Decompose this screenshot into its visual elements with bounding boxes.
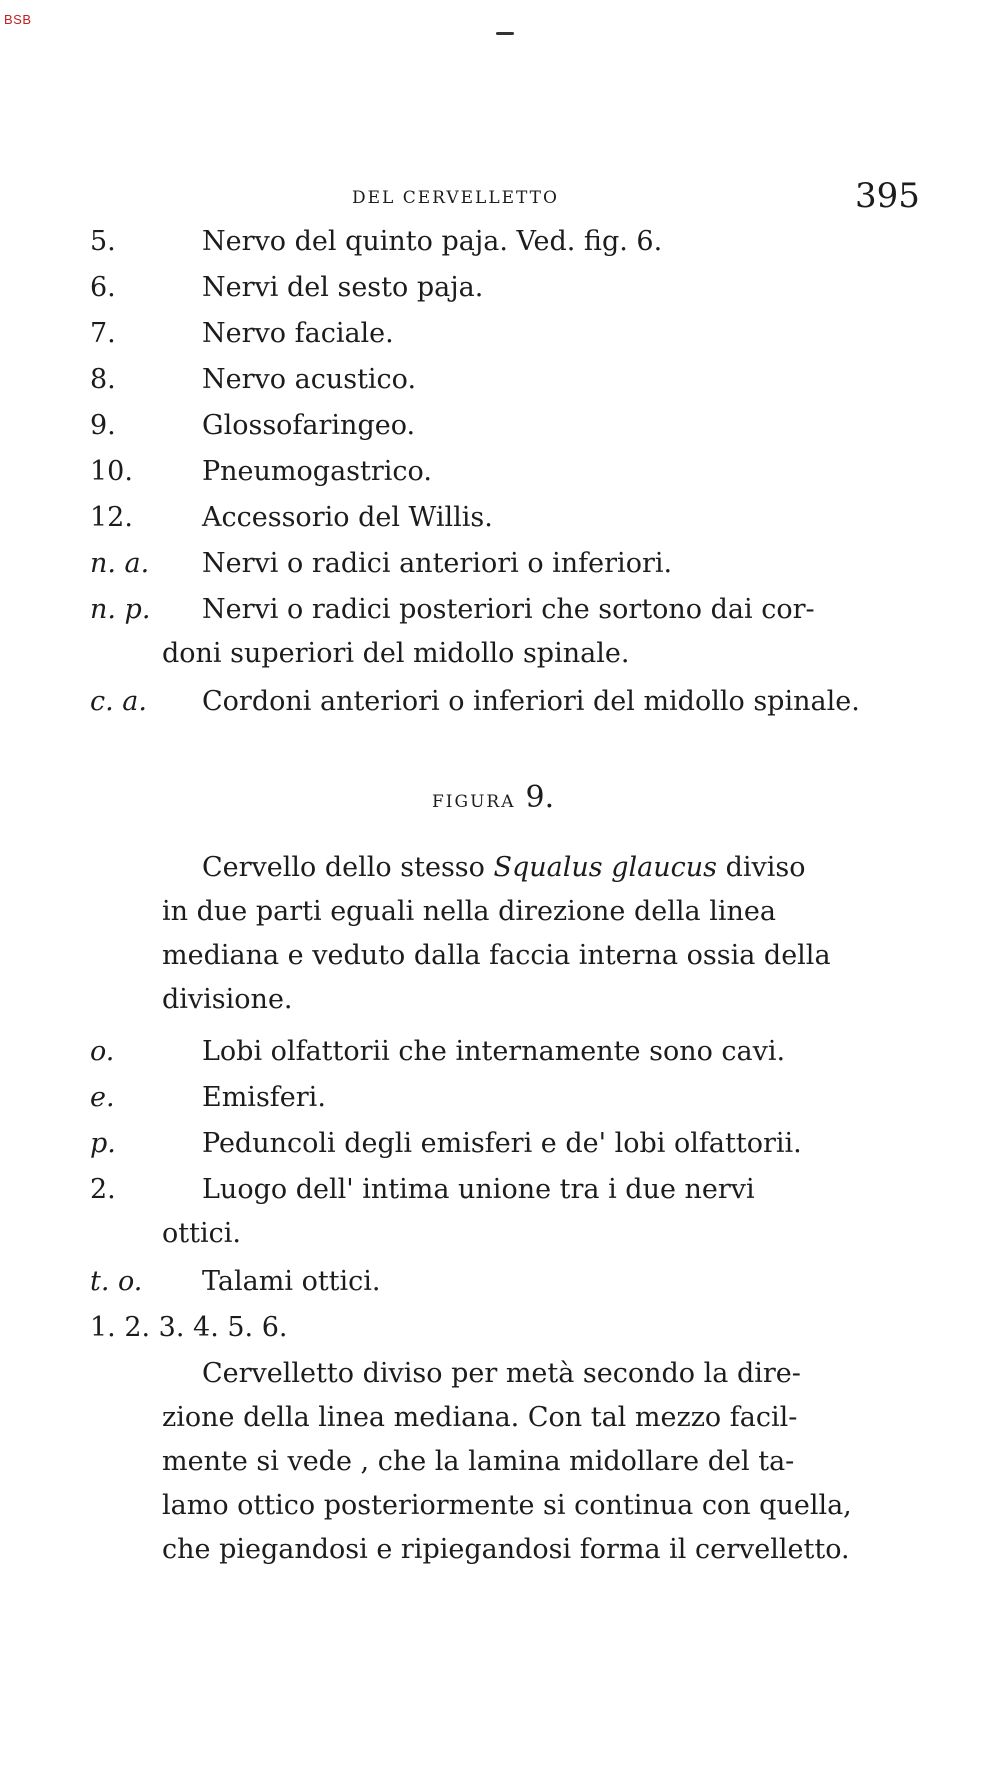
list-item bbox=[90, 542, 920, 586]
item-key: c. a. bbox=[90, 686, 147, 717]
item-text: Peduncoli degli emisferi e de' lobi olfattorii. bbox=[202, 1128, 802, 1159]
item-key: 6. bbox=[90, 272, 116, 303]
list-item bbox=[90, 1030, 920, 1074]
item-text: Glossofaringeo. bbox=[202, 410, 416, 441]
item-key: e. bbox=[90, 1082, 115, 1113]
paragraph-line: lamo ottico posteriormente si continua con quella, bbox=[162, 1490, 852, 1521]
item-key: 1. 2. 3. 4. 5. 6. bbox=[90, 1312, 288, 1343]
item-key: 12. bbox=[90, 502, 133, 533]
list-item bbox=[90, 1122, 920, 1166]
page-number: 395 bbox=[855, 176, 920, 216]
paragraph-line: mediana e veduto dalla faccia interna ossia della bbox=[162, 940, 831, 971]
list-item bbox=[90, 220, 920, 264]
list-item bbox=[90, 404, 920, 448]
item-key: 8. bbox=[90, 364, 116, 395]
item-key: 2. bbox=[90, 1174, 116, 1205]
list-item bbox=[90, 1260, 920, 1304]
item-continuation: doni superiori del midollo spinale. bbox=[162, 638, 630, 669]
item-key: p. bbox=[90, 1128, 116, 1159]
list-item bbox=[90, 1168, 920, 1256]
paragraph-line: che piegandosi e ripiegandosi forma il cervelletto. bbox=[162, 1534, 850, 1565]
item-text: Cordoni anteriori o inferiori del midollo spinale. bbox=[202, 686, 860, 717]
item-text: Pneumogastrico. bbox=[202, 456, 432, 487]
paragraph-line: zione della linea mediana. Con tal mezzo facil- bbox=[162, 1402, 798, 1433]
species-name: Squalus glaucus bbox=[493, 852, 718, 883]
item-continuation: ottici. bbox=[162, 1218, 241, 1249]
paragraph-line: mente si vede , che la lamina midollare del ta- bbox=[162, 1446, 795, 1477]
list-item bbox=[90, 266, 920, 310]
list-item bbox=[90, 680, 920, 724]
item-text: Nervi o radici anteriori o inferiori. bbox=[202, 548, 673, 579]
list-item bbox=[90, 496, 920, 540]
list-item bbox=[90, 450, 920, 494]
item-key: 9. bbox=[90, 410, 116, 441]
figure-heading bbox=[432, 780, 554, 815]
figure-label: FIGURA bbox=[432, 792, 516, 812]
paragraph-line: in due parti eguali nella direzione della linea bbox=[162, 896, 776, 927]
item-key: 5. bbox=[90, 226, 116, 257]
paragraph-line: Cervello dello stesso Squalus glaucus diviso bbox=[202, 852, 806, 883]
item-key: t. o. bbox=[90, 1266, 143, 1297]
item-text: Lobi olfattorii che internamente sono cavi. bbox=[202, 1036, 786, 1067]
item-text: Nervi del sesto paja. bbox=[202, 272, 484, 303]
item-text: Nervi o radici posteriori che sortono dai cor- bbox=[202, 594, 815, 625]
item-text: Talami ottici. bbox=[202, 1266, 381, 1297]
item-text: Emisferi. bbox=[202, 1082, 326, 1113]
paragraph-line: divisione. bbox=[162, 984, 293, 1015]
list-item bbox=[90, 1076, 920, 1120]
item-text: Nervo acustico. bbox=[202, 364, 417, 395]
list-item bbox=[90, 312, 920, 356]
item-text: Luogo dell' intima unione tra i due nervi bbox=[202, 1174, 755, 1205]
item-key: 10. bbox=[90, 456, 133, 487]
item-key: o. bbox=[90, 1036, 115, 1067]
item-text: Nervo del quinto paja. Ved. fig. 6. bbox=[202, 226, 663, 257]
closing-paragraph bbox=[162, 1352, 922, 1572]
paragraph-line: Cervelletto diviso per metà secondo la dire- bbox=[202, 1358, 801, 1389]
item-key: 7. bbox=[90, 318, 116, 349]
item-key: n. a. bbox=[90, 548, 150, 579]
page-mark bbox=[496, 32, 514, 35]
item-text: Nervo faciale. bbox=[202, 318, 394, 349]
figure-description bbox=[162, 846, 922, 1022]
list-item bbox=[90, 588, 920, 676]
item-key: n. p. bbox=[90, 594, 151, 625]
running-head: DEL CERVELLETTO bbox=[352, 188, 559, 208]
figure-number: 9. bbox=[525, 780, 555, 815]
list-item bbox=[90, 358, 920, 402]
library-stamp: BSB bbox=[4, 12, 32, 27]
item-text: Accessorio del Willis. bbox=[202, 502, 493, 533]
